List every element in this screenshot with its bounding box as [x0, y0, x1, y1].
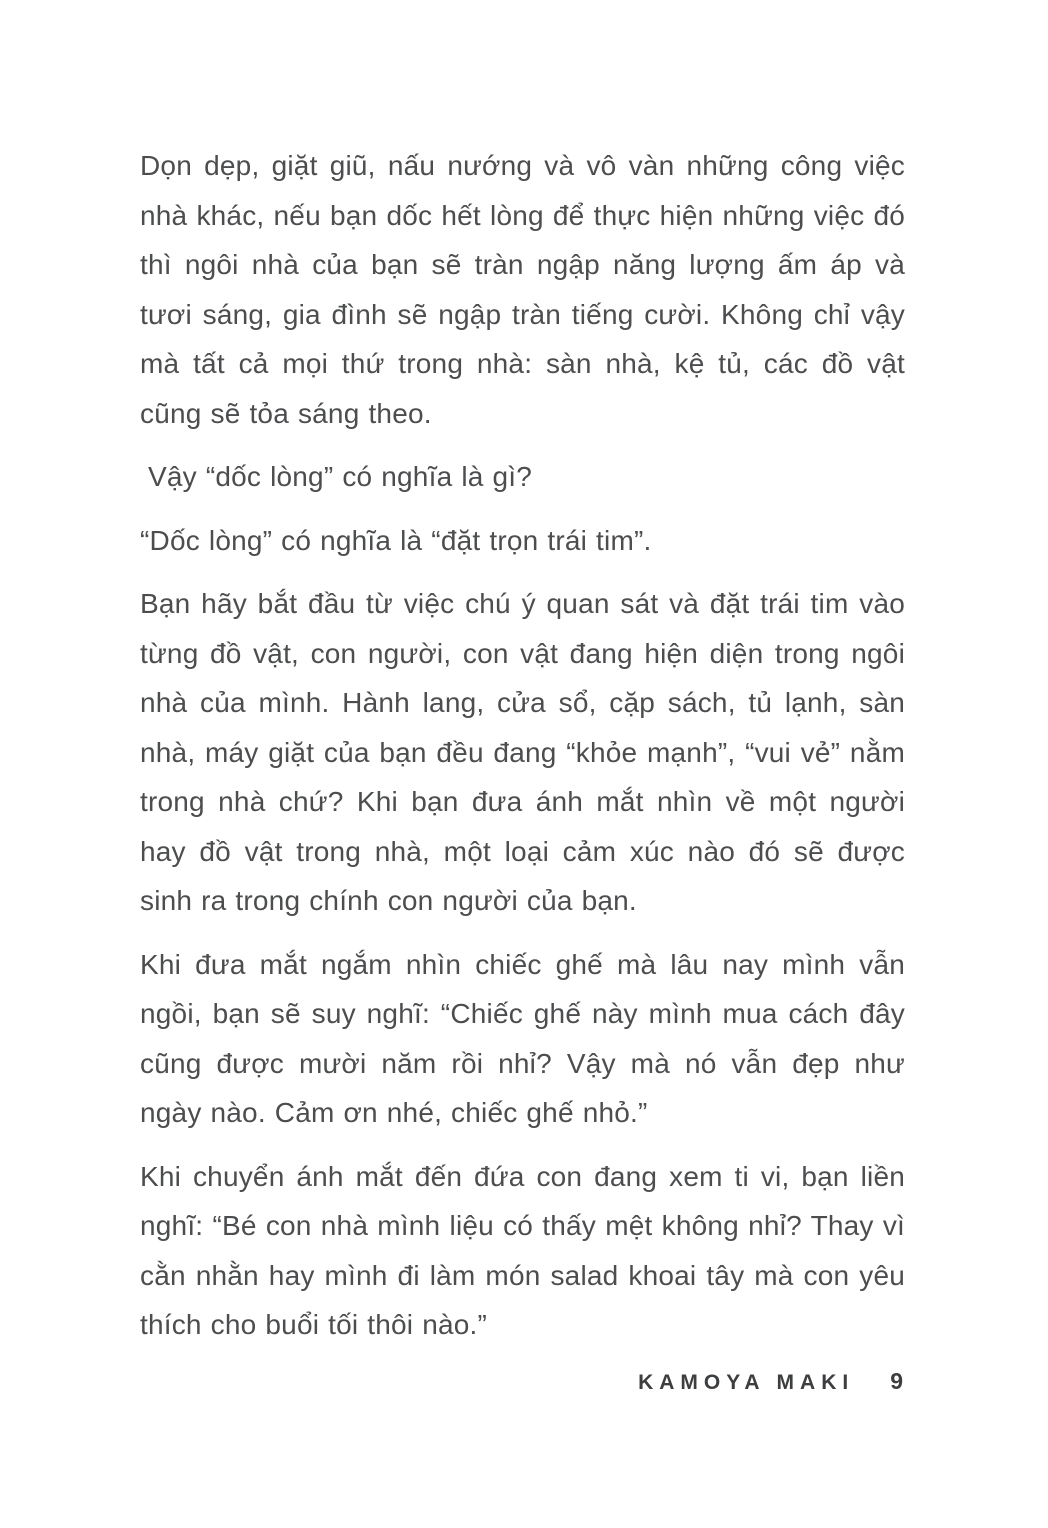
paragraph-observe-heart: Bạn hãy bắt đầu từ việc chú ý quan sát và đặt trái tim vào từng đồ vật, con người, con vật đang hiện diện trong ngôi nhà của mình. Hành lang, cửa sổ, cặp sách, tủ lạnh, sàn nhà, máy giặt của bạn đều đang “khỏe mạnh”, “vui vẻ” nằm trong nhà chứ? Khi bạn đưa ánh mắt nhìn về một người hay đồ vật trong nhà, một loại cảm xúc nào đó sẽ được sinh ra trong chính con người của bạn.	[140, 588, 905, 916]
running-footer-author: KAMOYA MAKI	[638, 1371, 855, 1394]
paragraph-child-tv: Khi chuyển ánh mắt đến đứa con đang xem ti vi, bạn liền nghĩ: “Bé con nhà mình liệu có thấy mệt không nhỉ? Thay vì cằn nhằn hay mình đi làm món salad khoai tây mà con yêu thích cho buổi tối thôi nào.”	[140, 1160, 905, 1340]
page-number: 9	[890, 1368, 903, 1394]
paragraph-answer-doc-long: “Dốc lòng” có nghĩa là “đặt trọn trái tim”.	[140, 524, 652, 556]
paragraph-chair-gratitude: Khi đưa mắt ngắm nhìn chiếc ghế mà lâu nay mình vẫn ngồi, bạn sẽ suy nghĩ: “Chiếc ghế này mình mua cách đây cũng được mười năm rồi nhỉ? Vậy mà nó vẫn đẹp như ngày nào. Cảm ơn nhé, chiếc ghế nhỏ.”	[140, 948, 905, 1128]
paragraph-housework-intro: Dọn dẹp, giặt giũ, nấu nướng và vô vàn những công việc nhà khác, nếu bạn dốc hết lòng để thực hiện những việc đó thì ngôi nhà của bạn sẽ tràn ngập năng lượng ấm áp và tươi sáng, gia đình sẽ ngập tràn tiếng cười. Không chỉ vậy mà tất cả mọi thứ trong nhà: sàn nhà, kệ tủ, các đồ vật cũng sẽ tỏa sáng theo.	[140, 150, 905, 429]
paragraph-question-doc-long: Vậy “dốc lòng” có nghĩa là gì?	[148, 461, 533, 492]
page-footer	[638, 1368, 903, 1395]
